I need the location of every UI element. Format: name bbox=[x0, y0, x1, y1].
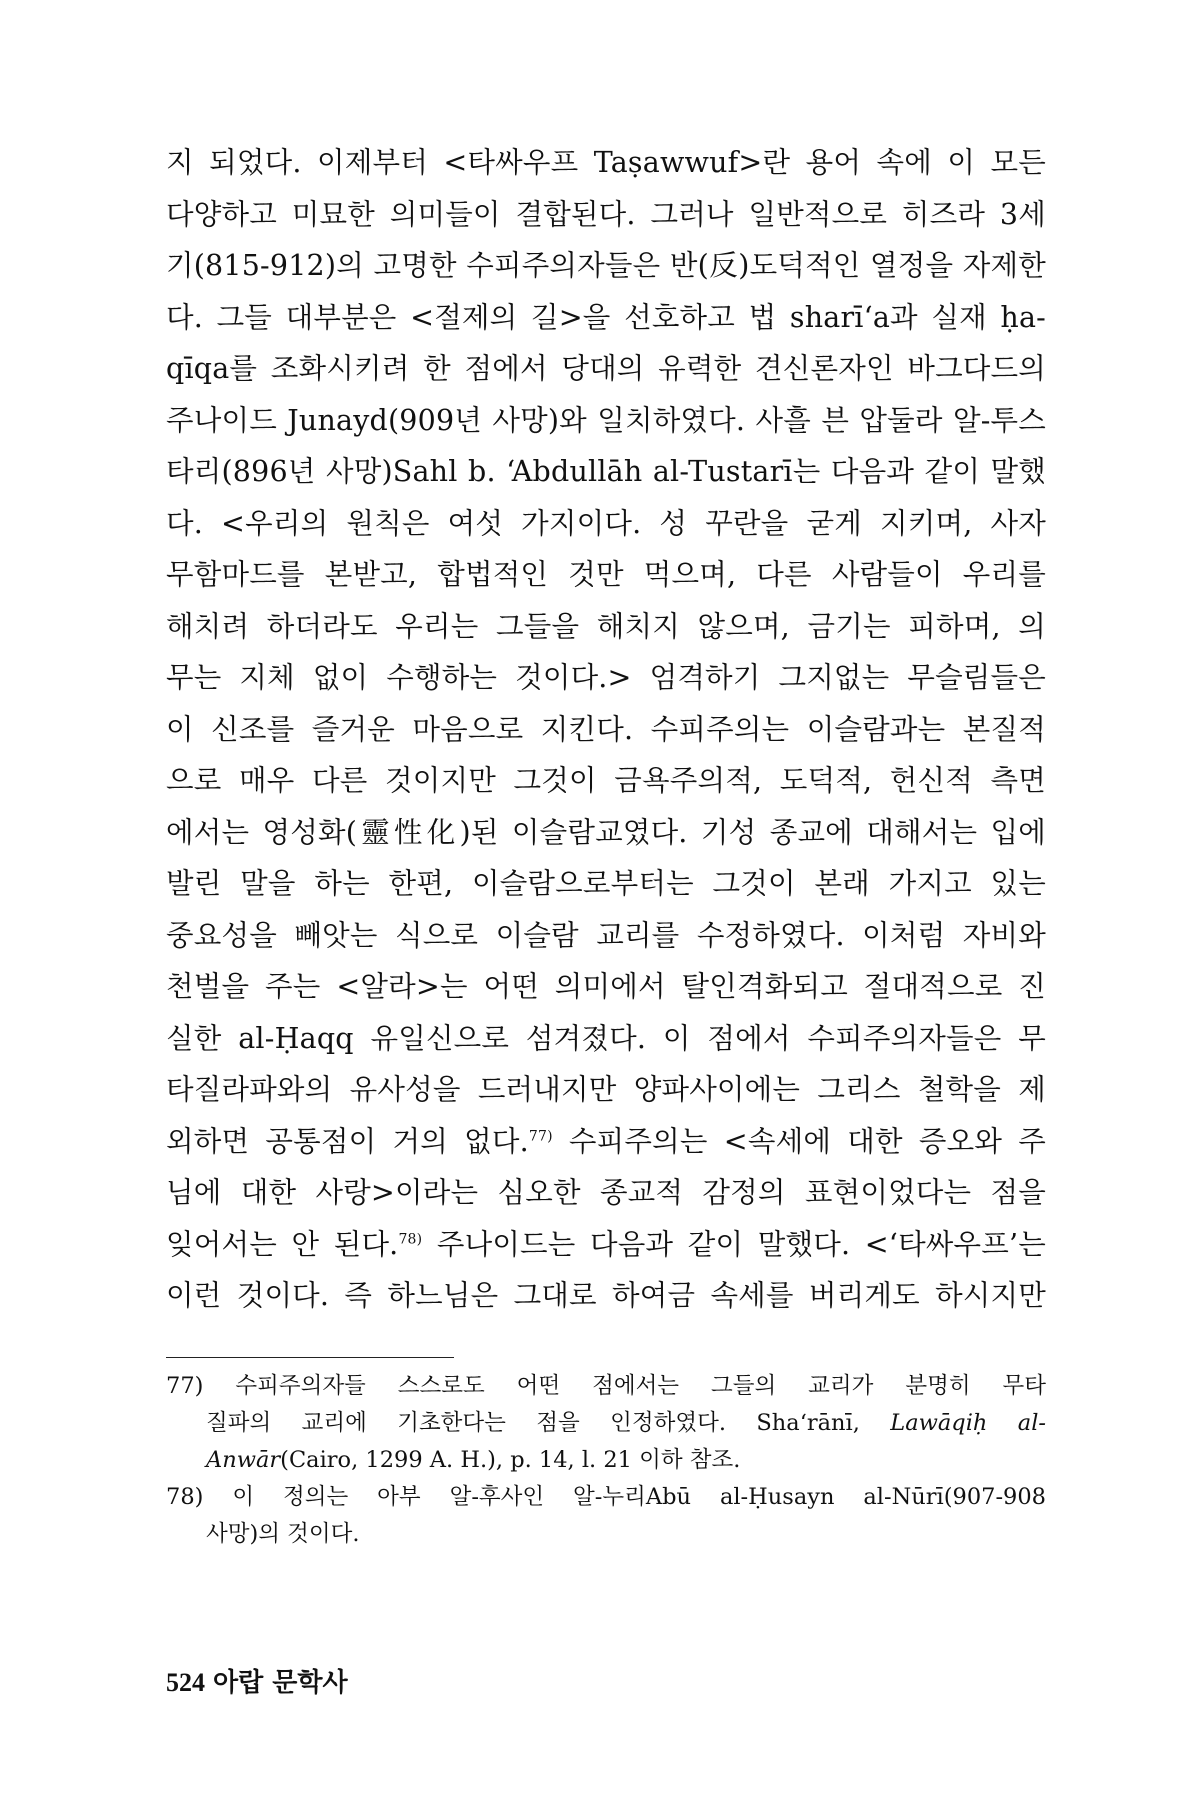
text-segment: 잊어서는 안 된다. bbox=[166, 1227, 399, 1261]
text-line: 실한 al-Ḥaqq 유일신으로 섬겨졌다. 이 점에서 수피주의자들은 무 bbox=[166, 1021, 1046, 1055]
text-line: 이 신조를 즐거운 마음으로 지킨다. 수피주의는 이슬람과는 본질적 bbox=[166, 712, 1046, 746]
footnote-title-italic: Anwār bbox=[206, 1447, 281, 1473]
footnote-separator bbox=[166, 1357, 454, 1358]
text-line bbox=[166, 1220, 1046, 1270]
text-line: 해치려 하더라도 우리는 그들을 해치지 않으며, 금기는 피하며, 의 bbox=[166, 609, 1046, 643]
text-line: 님에 대한 사랑>이라는 심오한 종교적 감정의 표현이었다는 점을 bbox=[166, 1176, 1046, 1209]
page-footer bbox=[166, 1662, 348, 1699]
text-line: 무는 지체 없이 수행하는 것이다.> 엄격하기 그지없는 무슬림들은 bbox=[166, 661, 1046, 694]
text-line: 발린 말을 하는 한편, 이슬람으로부터는 그것이 본래 가지고 있는 bbox=[166, 867, 1046, 900]
text-line: 주나이드 Junayd(909년 사망)와 일치하였다. 사흘 븐 압둘라 알-투스 bbox=[166, 403, 1046, 437]
text-line: 에서는 영성화(靈性化)된 이슬람교였다. 기성 종교에 대해서는 입에 bbox=[166, 815, 1046, 849]
text-line: 다양하고 미묘한 의미들이 결합된다. 그러나 일반적으로 히즈라 3세 bbox=[166, 197, 1046, 231]
footnote-title-italic: Lawāqiḥ al- bbox=[890, 1410, 1046, 1436]
footnote-78-line: 사망)의 것이다. bbox=[206, 1521, 360, 1547]
text-segment: 주나이드는 다음과 같이 말했다. <‘타싸우프’는 bbox=[422, 1227, 1046, 1261]
text-line: 기(815-912)의 고명한 수피주의자들은 반(反)도덕적인 열정을 자제한 bbox=[166, 249, 1046, 282]
text-line: 타리(896년 사망)Sahl b. ‘Abdullāh al-Tustarī는 다음과 같이 말했 bbox=[166, 455, 1046, 488]
footnote-marker[interactable]: 77) bbox=[528, 1128, 553, 1144]
text-segment: 외하면 공통점이 거의 없다. bbox=[166, 1124, 529, 1158]
text-segment: 수피주의는 <속세에 대한 증오와 주 bbox=[552, 1124, 1046, 1158]
text-line: 이런 것이다. 즉 하느님은 그대로 하여금 속세를 버리게도 하시지만 bbox=[166, 1279, 1046, 1312]
footnote-77-line bbox=[206, 1405, 1046, 1441]
text-line: 으로 매우 다른 것이지만 그것이 금욕주의적, 도덕적, 헌신적 측면 bbox=[166, 764, 1046, 797]
text-line: 천벌을 주는 <알라>는 어떤 의미에서 탈인격화되고 절대적으로 진 bbox=[166, 970, 1046, 1003]
footnote-text: 질파의 교리에 기초한다는 점을 인정하였다. Sha‘rānī, bbox=[206, 1410, 891, 1436]
footnote-77-line: 77) 수피주의자들 스스로도 어떤 점에서는 그들의 교리가 분명히 무타 bbox=[166, 1373, 1046, 1399]
text-line: 타질라파와의 유사성을 드러내지만 양파사이에는 그리스 철학을 제 bbox=[166, 1073, 1046, 1106]
running-title: 아랍 문학사 bbox=[213, 1668, 348, 1698]
text-line: qīqa를 조화시키려 한 점에서 당대의 유력한 견신론자인 바그다드의 bbox=[166, 352, 1046, 385]
footnote-marker[interactable]: 78) bbox=[398, 1231, 423, 1247]
footnote-text: (Cairo, 1299 A. H.), p. 14, l. 21 이하 참조. bbox=[280, 1447, 741, 1473]
text-line: 다. 그들 대부분은 <절제의 길>을 선호하고 법 sharī‘a과 실재 ḥa- bbox=[166, 300, 1046, 334]
text-line: 무함마드를 본받고, 합법적인 것만 먹으며, 다른 사람들이 우리를 bbox=[166, 558, 1046, 591]
text-line: 지 되었다. 이제부터 <타싸우프 Taṣawwuf>란 용어 속에 이 모든 bbox=[166, 146, 1046, 179]
text-line: 다. <우리의 원칙은 여섯 가지이다. 성 꾸란을 굳게 지키며, 사자 bbox=[166, 506, 1046, 540]
page-number: 524 bbox=[166, 1668, 205, 1697]
text-line bbox=[166, 1117, 1046, 1167]
text-line: 중요성을 빼앗는 식으로 이슬람 교리를 수정하였다. 이처럼 자비와 bbox=[166, 918, 1046, 952]
footnote-78-line: 78) 이 정의는 아부 알-후사인 알-누리Abū al-Ḥusayn al-Nūrī(907-908 bbox=[166, 1484, 1046, 1510]
footnote-77-line bbox=[206, 1442, 1046, 1478]
